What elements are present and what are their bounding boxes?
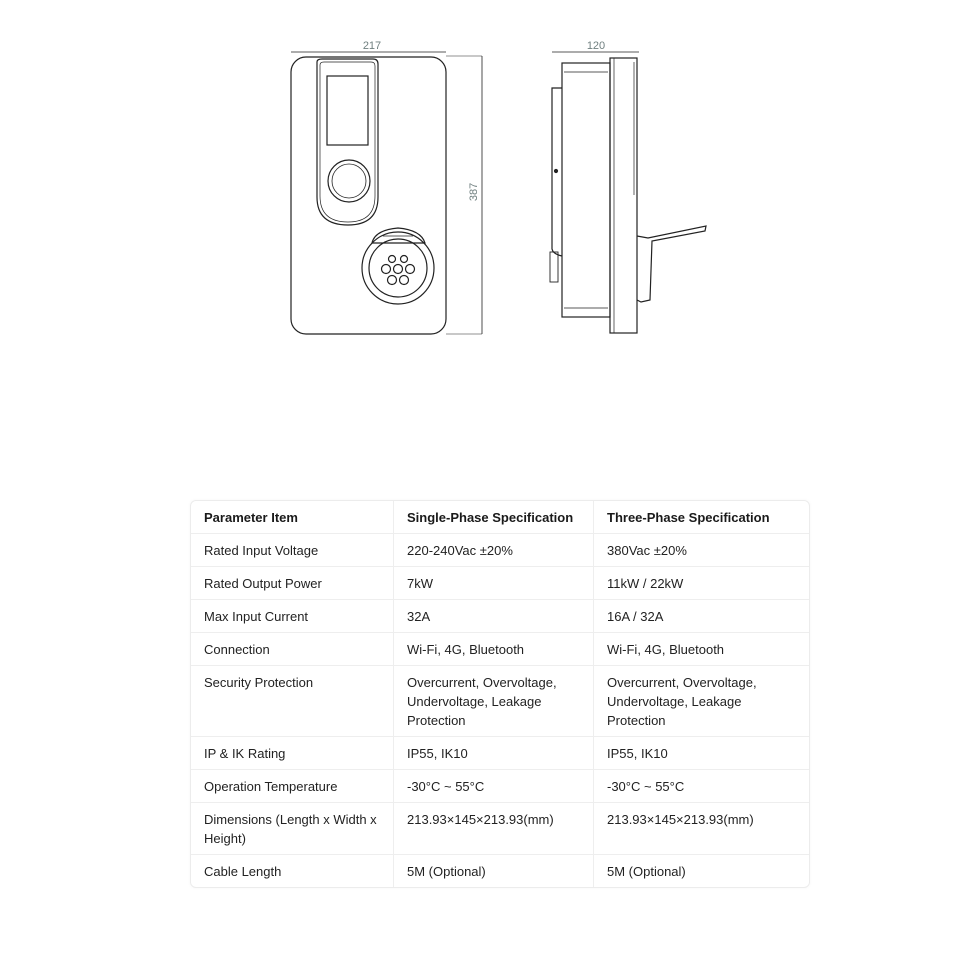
cable-holder	[637, 226, 706, 302]
table-row	[191, 566, 809, 599]
cell: 32A	[393, 599, 593, 632]
cell: Operation Temperature	[191, 769, 393, 802]
cell: 11kW / 22kW	[593, 566, 809, 599]
cell: Security Protection	[191, 665, 393, 736]
cell: IP55, IK10	[593, 736, 809, 769]
cell: Wi-Fi, 4G, Bluetooth	[393, 632, 593, 665]
table-row	[191, 665, 809, 736]
cell: Rated Output Power	[191, 566, 393, 599]
table-row	[191, 632, 809, 665]
charger-body-side	[562, 63, 610, 317]
cell: Rated Input Voltage	[191, 533, 393, 566]
cell: Dimensions (Length x Width x Height)	[191, 802, 393, 854]
side-view	[550, 40, 706, 333]
front-view	[291, 40, 482, 334]
specification-table	[190, 500, 810, 888]
table-row	[191, 802, 809, 854]
rfid-button	[328, 160, 370, 202]
table-header-row	[191, 501, 809, 533]
width-dimension-label: 217	[362, 40, 382, 52]
table-row	[191, 736, 809, 769]
screen	[327, 76, 368, 145]
cell: Overcurrent, Overvoltage, Undervoltage, Leakage Protection	[393, 665, 593, 736]
table-row	[191, 769, 809, 802]
header-three-phase: Three-Phase Specification	[593, 501, 809, 533]
cell: 213.93×145×213.93(mm)	[393, 802, 593, 854]
cell: 16A / 32A	[593, 599, 809, 632]
charger-dimension-drawing	[0, 0, 960, 400]
cell: 5M (Optional)	[393, 854, 593, 887]
cell: Cable Length	[191, 854, 393, 887]
display-panel	[317, 59, 378, 225]
cell: -30°C ~ 55°C	[593, 769, 809, 802]
cell: IP55, IK10	[393, 736, 593, 769]
cell: 7kW	[393, 566, 593, 599]
table-row	[191, 854, 809, 887]
table-row	[191, 533, 809, 566]
cell: 5M (Optional)	[593, 854, 809, 887]
table-row	[191, 599, 809, 632]
type2-socket-icon	[362, 228, 434, 304]
header-single-phase: Single-Phase Specification	[393, 501, 593, 533]
cell: Wi-Fi, 4G, Bluetooth	[593, 632, 809, 665]
cell: 213.93×145×213.93(mm)	[593, 802, 809, 854]
cell: Connection	[191, 632, 393, 665]
header-parameter: Parameter Item	[204, 510, 298, 525]
height-dimension-label: 387	[468, 182, 480, 202]
cell: Overcurrent, Overvoltage, Undervoltage, Leakage Protection	[593, 665, 809, 736]
cell: Max Input Current	[191, 599, 393, 632]
cell: -30°C ~ 55°C	[393, 769, 593, 802]
cell: 220-240Vac ±20%	[393, 533, 593, 566]
depth-dimension-label: 120	[586, 40, 606, 52]
cell: IP & IK Rating	[191, 736, 393, 769]
cell: 380Vac ±20%	[593, 533, 809, 566]
